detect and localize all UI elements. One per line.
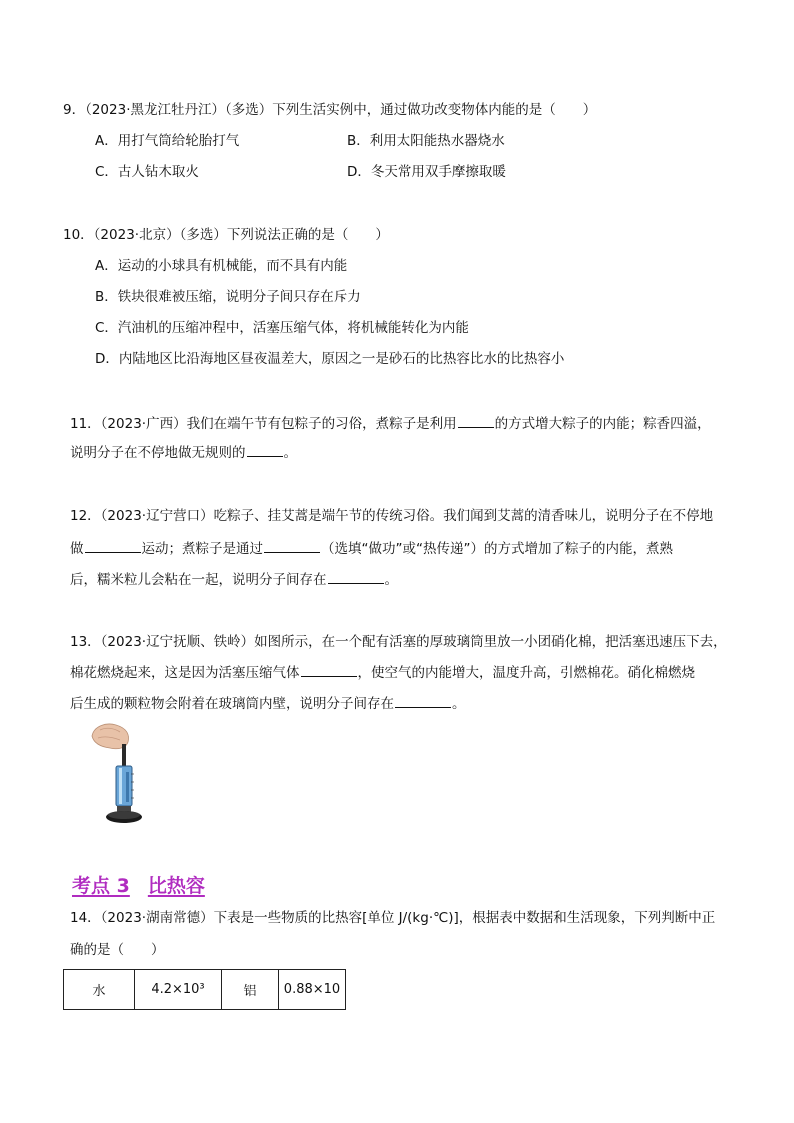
q12-line-1: 12．（2023·辽宁营口）吃粽子、挂艾蒿是端午节的传统习俗。我们闻到艾蒿的清香味儿，说明分子在不停地 <box>70 508 714 524</box>
q9-option-c: C．古人钻木取火 <box>95 164 199 180</box>
q10-option-c: C．汽油机的压缩冲程中，活塞压缩气体，将机械能转化为内能 <box>95 320 469 336</box>
table-cell: 水 <box>64 970 135 1010</box>
q12-text: 后，糯米粒儿会粘在一起，说明分子间存在 <box>70 572 327 588</box>
piston-apparatus-figure <box>90 722 148 826</box>
q13-text: 后生成的颗粒物会附着在玻璃筒内壁，说明分子间存在 <box>70 696 394 712</box>
table-row <box>64 970 346 1010</box>
q9-option-a: A．用打气筒给轮胎打气 <box>95 133 240 149</box>
q12-line-3 <box>70 569 398 590</box>
q14-line-2: 确的是（ ） <box>70 942 165 958</box>
q13-line-3 <box>70 693 466 714</box>
q9-option-b: B．利用太阳能热水器烧水 <box>347 133 505 149</box>
section-label: 考点 3 <box>72 875 130 897</box>
q12-text: 运动；煮粽子是通过 <box>141 541 263 557</box>
table-cell: 0.88×10 <box>279 970 346 1010</box>
answer-blank <box>458 413 494 428</box>
q10-option-d: D．内陆地区比沿海地区昼夜温差大，原因之一是砂石的比热容比水的比热容小 <box>95 351 565 367</box>
answer-blank <box>247 442 283 457</box>
q11-line-2 <box>70 442 297 463</box>
q12-text: 做 <box>70 541 84 557</box>
q11-line-1 <box>70 413 711 434</box>
section-heading <box>72 874 205 898</box>
section-title: 比热容 <box>147 875 205 897</box>
table-cell: 4.2×10³ <box>135 970 222 1010</box>
q13-line-1: 13．（2023·辽宁抚顺、铁岭）如图所示，在一个配有活塞的厚玻璃筒里放一小团硝化棉，把活塞迅速压下去， <box>70 634 727 650</box>
answer-blank <box>85 538 141 553</box>
q11-text: 说明分子在不停地做无规则的 <box>70 445 246 461</box>
answer-blank <box>328 569 384 584</box>
q12-line-2 <box>70 538 673 559</box>
q11-text: 的方式增大粽子的内能；粽香四溢， <box>494 416 711 432</box>
q10-stem: 10．（2023·北京）（多选）下列说法正确的是（ ） <box>63 227 389 243</box>
q9-stem: 9．（2023·黑龙江牡丹江）（多选）下列生活实例中，通过做功改变物体内能的是（ ） <box>63 102 597 118</box>
q9-option-d: D．冬天常用双手摩擦取暖 <box>347 164 506 180</box>
q12-text: （选填“做功”或“热传递”）的方式增加了粽子的内能，煮熟 <box>321 541 673 557</box>
answer-blank <box>264 538 320 553</box>
answer-blank <box>301 662 357 677</box>
q11-text: 11．（2023·广西）我们在端午节有包粽子的习俗，煮粽子是利用 <box>70 416 457 432</box>
specific-heat-table <box>63 969 346 1010</box>
q13-text: ，使空气的内能增大，温度升高，引燃棉花。硝化棉燃烧 <box>357 665 695 681</box>
q10-option-a: A．运动的小球具有机械能，而不具有内能 <box>95 258 348 274</box>
q14-line-1: 14．（2023·湖南常德）下表是一些物质的比热容[单位 J/(kg·℃)]，根据表中数据和生活现象，下列判断中正 <box>70 910 716 926</box>
q13-text: 。 <box>452 696 466 712</box>
q10-option-b: B．铁块很难被压缩，说明分子间只存在斥力 <box>95 289 361 305</box>
q12-text: 。 <box>384 572 398 588</box>
q13-text: 棉花燃烧起来，这是因为活塞压缩气体 <box>70 665 300 681</box>
q11-text: 。 <box>283 445 297 461</box>
q13-line-2 <box>70 662 695 683</box>
answer-blank <box>395 693 451 708</box>
table-cell: 铝 <box>222 970 279 1010</box>
